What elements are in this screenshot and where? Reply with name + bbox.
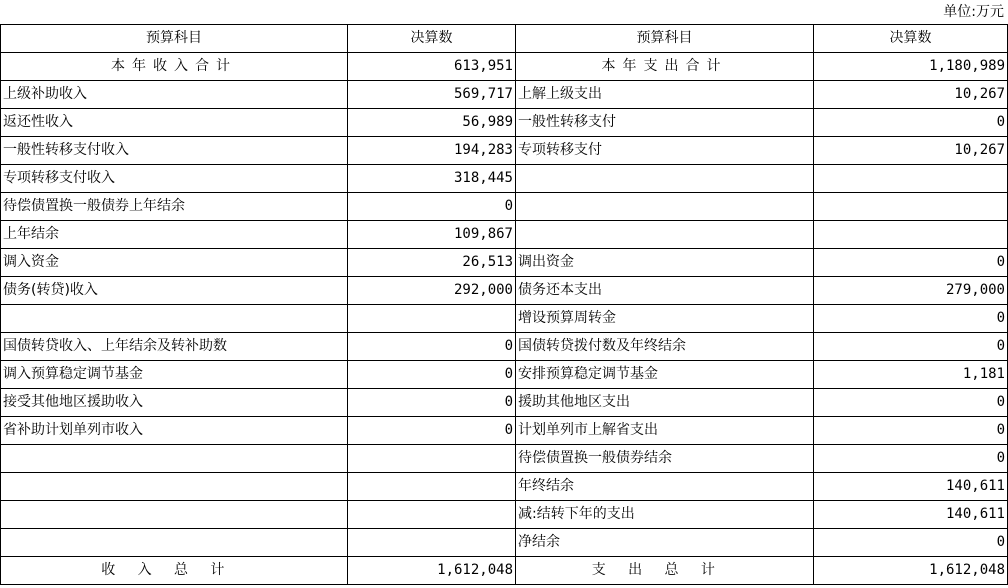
annual-expense-total-value: 1,180,989 bbox=[814, 53, 1008, 81]
income-item: 债务(转贷)收入 bbox=[1, 277, 348, 305]
income-item: 调入预算稳定调节基金 bbox=[1, 361, 348, 389]
expense-grand-total-value: 1,612,048 bbox=[814, 557, 1008, 585]
annual-income-total-label: 本年收入合计 bbox=[1, 53, 348, 81]
table-row bbox=[1, 277, 1008, 305]
expense-item-header: 预算科目 bbox=[516, 25, 814, 53]
income-item: 上级补助收入 bbox=[1, 81, 348, 109]
income-item: 国债转贷收入、上年结余及转补助数 bbox=[1, 333, 348, 361]
table-row bbox=[1, 249, 1008, 277]
expense-item: 一般性转移支付 bbox=[516, 109, 814, 137]
expense-value: 0 bbox=[814, 389, 1008, 417]
expense-value: 140,611 bbox=[814, 501, 1008, 529]
table-row bbox=[1, 109, 1008, 137]
income-value: 318,445 bbox=[348, 165, 516, 193]
expense-value: 10,267 bbox=[814, 137, 1008, 165]
expense-item: 计划单列市上解省支出 bbox=[516, 417, 814, 445]
expense-item: 国债转贷拨付数及年终结余 bbox=[516, 333, 814, 361]
grand-total-row bbox=[1, 557, 1008, 585]
income-item: 调入资金 bbox=[1, 249, 348, 277]
expense-item bbox=[516, 165, 814, 193]
income-value: 0 bbox=[348, 333, 516, 361]
annual-income-total-value: 613,951 bbox=[348, 53, 516, 81]
unit-label: 单位:万元 bbox=[943, 4, 1004, 20]
expense-value: 0 bbox=[814, 305, 1008, 333]
expense-value bbox=[814, 193, 1008, 221]
expense-value: 279,000 bbox=[814, 277, 1008, 305]
expense-value: 0 bbox=[814, 333, 1008, 361]
income-value: 0 bbox=[348, 193, 516, 221]
expense-item: 债务还本支出 bbox=[516, 277, 814, 305]
expense-value: 1,181 bbox=[814, 361, 1008, 389]
expense-grand-total-label: 支出总计 bbox=[516, 557, 814, 585]
income-value: 569,717 bbox=[348, 81, 516, 109]
expense-item: 调出资金 bbox=[516, 249, 814, 277]
table-row bbox=[1, 417, 1008, 445]
income-value bbox=[348, 529, 516, 557]
expense-value bbox=[814, 221, 1008, 249]
income-value: 0 bbox=[348, 389, 516, 417]
table-row bbox=[1, 529, 1008, 557]
table-row bbox=[1, 501, 1008, 529]
expense-item: 上解上级支出 bbox=[516, 81, 814, 109]
expense-item: 待偿债置换一般债券结余 bbox=[516, 445, 814, 473]
income-value: 56,989 bbox=[348, 109, 516, 137]
income-value: 194,283 bbox=[348, 137, 516, 165]
expense-amount-header: 决算数 bbox=[814, 25, 1008, 53]
table-row bbox=[1, 221, 1008, 249]
expense-item bbox=[516, 221, 814, 249]
table-row bbox=[1, 137, 1008, 165]
income-item-header: 预算科目 bbox=[1, 25, 348, 53]
income-grand-total-label: 收入总计 bbox=[1, 557, 348, 585]
expense-item: 年终结余 bbox=[516, 473, 814, 501]
income-value: 0 bbox=[348, 361, 516, 389]
expense-value: 0 bbox=[814, 445, 1008, 473]
expense-item: 净结余 bbox=[516, 529, 814, 557]
header-row bbox=[1, 25, 1008, 53]
expense-value: 0 bbox=[814, 109, 1008, 137]
income-item bbox=[1, 473, 348, 501]
budget-final-accounts-table bbox=[0, 24, 1008, 585]
expense-item: 援助其他地区支出 bbox=[516, 389, 814, 417]
expense-value: 0 bbox=[814, 529, 1008, 557]
expense-value: 10,267 bbox=[814, 81, 1008, 109]
table-row bbox=[1, 361, 1008, 389]
income-value: 292,000 bbox=[348, 277, 516, 305]
expense-value bbox=[814, 165, 1008, 193]
income-item: 专项转移支付收入 bbox=[1, 165, 348, 193]
table-row bbox=[1, 165, 1008, 193]
income-value: 26,513 bbox=[348, 249, 516, 277]
expense-item bbox=[516, 193, 814, 221]
table-row bbox=[1, 305, 1008, 333]
expense-item: 专项转移支付 bbox=[516, 137, 814, 165]
table-row bbox=[1, 333, 1008, 361]
table-row bbox=[1, 445, 1008, 473]
income-item: 接受其他地区援助收入 bbox=[1, 389, 348, 417]
expense-value: 140,611 bbox=[814, 473, 1008, 501]
income-item: 省补助计划单列市收入 bbox=[1, 417, 348, 445]
expense-item: 减:结转下年的支出 bbox=[516, 501, 814, 529]
income-grand-total-value: 1,612,048 bbox=[348, 557, 516, 585]
income-item: 上年结余 bbox=[1, 221, 348, 249]
table-row bbox=[1, 193, 1008, 221]
table-row bbox=[1, 473, 1008, 501]
annual-total-row bbox=[1, 53, 1008, 81]
income-value bbox=[348, 305, 516, 333]
income-amount-header: 决算数 bbox=[348, 25, 516, 53]
income-item: 一般性转移支付收入 bbox=[1, 137, 348, 165]
income-value bbox=[348, 501, 516, 529]
table-row bbox=[1, 81, 1008, 109]
income-item: 待偿债置换一般债券上年结余 bbox=[1, 193, 348, 221]
expense-item: 安排预算稳定调节基金 bbox=[516, 361, 814, 389]
income-item bbox=[1, 501, 348, 529]
income-item: 返还性收入 bbox=[1, 109, 348, 137]
income-item bbox=[1, 445, 348, 473]
expense-value: 0 bbox=[814, 417, 1008, 445]
annual-expense-total-label: 本年支出合计 bbox=[516, 53, 814, 81]
income-item bbox=[1, 305, 348, 333]
expense-value: 0 bbox=[814, 249, 1008, 277]
income-value bbox=[348, 445, 516, 473]
income-value: 0 bbox=[348, 417, 516, 445]
expense-item: 增设预算周转金 bbox=[516, 305, 814, 333]
income-value bbox=[348, 473, 516, 501]
table-row bbox=[1, 389, 1008, 417]
income-item bbox=[1, 529, 348, 557]
income-value: 109,867 bbox=[348, 221, 516, 249]
